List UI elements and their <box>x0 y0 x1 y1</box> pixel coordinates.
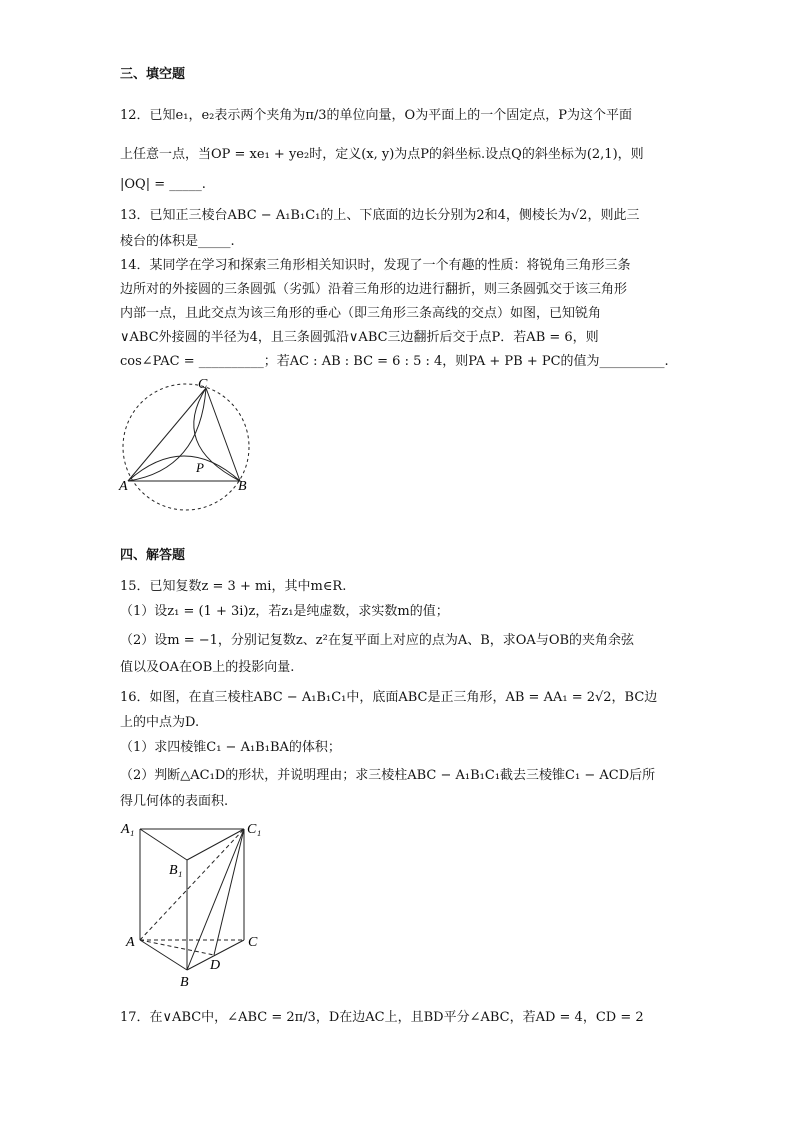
q14-line1: 14．某同学在学习和探索三角形相关知识时，发现了一个有趣的性质：将锐角三角形三条 <box>120 258 631 273</box>
segment-bc1 <box>187 829 244 970</box>
q13-line1: 13．已知正三棱台ABC − A₁B₁C₁的上、下底面的边长分别为2和4，侧棱长为√2，则此三 <box>120 208 640 223</box>
label-c: C <box>198 377 208 392</box>
q12-line2: 上任意一点，当OP = xe₁ + ye₂时，定义(x, y)为点P的斜坐标.设点Q的斜坐标为(2,1)，则 <box>120 147 644 162</box>
side-ac <box>128 388 206 481</box>
folded-arc-bc <box>194 388 240 481</box>
segment-ac1-hidden <box>140 829 244 940</box>
label-p: P <box>196 460 204 475</box>
edge-bc <box>187 940 244 970</box>
q12-line3: |OQ| = _____. <box>120 177 206 192</box>
q17-line1: 17．在∨ABC中，∠ABC = 2π/3，D在边AC上，且BD平分∠ABC，若AD = 4，CD = 2 <box>120 1010 644 1025</box>
q13-line2: 棱台的体积是_____. <box>120 234 235 249</box>
section-heading-solve: 四、解答题 <box>120 548 186 563</box>
q15-line3: （2）设m = −1，分别记复数z、z²在复平面上对应的点为A、B，求OA与OB的夹角余弦 <box>120 633 635 648</box>
q14-line3: 内部一点，且此交点为该三角形的垂心（即三角形三条高线的交点）如图，已知锐角 <box>120 306 602 321</box>
edge-ab <box>140 940 187 970</box>
side-bc <box>206 388 240 481</box>
label-b: B <box>180 975 189 990</box>
label-a: A <box>119 479 128 494</box>
label-c1: C₁ <box>247 822 262 837</box>
folded-arc-ac <box>128 388 206 481</box>
section-heading-fill-in: 三、填空题 <box>120 67 186 82</box>
q15-line1: 15．已知复数z = 3 + mi，其中m∈R. <box>120 579 347 594</box>
q14-line5: cos∠PAC = __________；若AC : AB : BC = 6 : 5 : 4，则PA + PB + PC的值为__________. <box>120 354 669 369</box>
label-a: A <box>126 935 135 950</box>
q16-line5: 得几何体的表面积. <box>120 794 229 809</box>
label-c: C <box>248 935 258 950</box>
segment-dc1 <box>214 829 244 955</box>
q16-line3: （1）求四棱锥C₁ − A₁B₁BA的体积； <box>120 740 341 755</box>
q16-line4: （2）判断△AC₁D的形状，并说明理由；求三棱柱ABC − A₁B₁C₁截去三棱锥C₁ − ACD后所 <box>120 768 656 783</box>
label-b: B <box>238 479 247 494</box>
q16-line2: 上的中点为D. <box>120 715 200 730</box>
q14-line2: 边所对的外接圆的三条圆弧（劣弧）沿着三角形的边进行翻折，则三条圆弧交于该三角形 <box>120 282 628 297</box>
edge-a1b1 <box>140 829 187 860</box>
q16-line1: 16．如图，在直三棱柱ABC − A₁B₁C₁中，底面ABC是正三角形，AB = AA₁ = 2√2，BC边 <box>120 690 658 705</box>
q15-line4: 值以及OA在OB上的投影向量. <box>120 660 295 675</box>
q15-line2: （1）设z₁ = (1 + 3i)z，若z₁是纯虚数，求实数m的值； <box>120 604 449 619</box>
segment-ad-hidden <box>140 940 214 955</box>
label-a1: A₁ <box>121 822 135 837</box>
q12-line1: 12．已知e₁，e₂表示两个夹角为π/3的单位向量，O为平面上的一个固定点，P为这个平面 <box>120 108 632 123</box>
label-b1: B₁ <box>169 863 183 878</box>
label-d: D <box>210 958 221 973</box>
circumcircle-dashed <box>123 384 249 510</box>
edge-b1c1 <box>187 829 244 860</box>
folded-arc-ab <box>128 456 240 481</box>
q14-line4: ∨ABC外接圆的半径为4，且三条圆弧沿∨ABC三边翻折后交于点P．若AB = 6，则 <box>120 330 599 345</box>
